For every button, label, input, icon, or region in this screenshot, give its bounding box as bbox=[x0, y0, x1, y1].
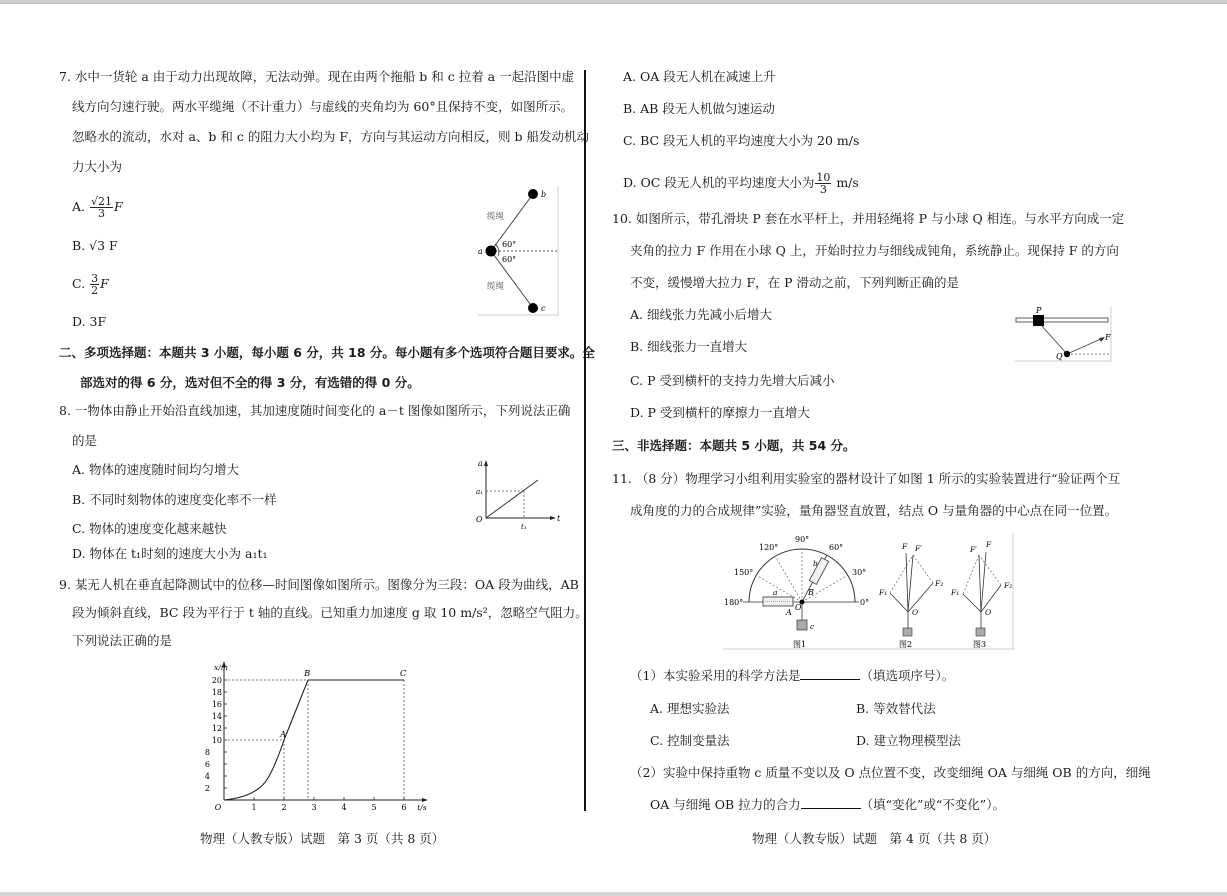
q9-option-c: C. BC 段无人机的平均速度大小为 20 m/s bbox=[623, 133, 860, 148]
q10-line-1: 10. 如图所示，带孔滑块 P 套在水平杆上，并用轻绳将 P 与小球 Q 相连。与水平方向成一定 bbox=[612, 211, 1125, 226]
svg-text:2: 2 bbox=[281, 803, 287, 812]
svg-text:a: a bbox=[478, 247, 483, 256]
q8-line-2: 的是 bbox=[72, 433, 98, 448]
svg-text:a: a bbox=[773, 588, 778, 597]
q10-option-b: B. 细线张力一直增大 bbox=[630, 339, 748, 354]
svg-text:A: A bbox=[786, 608, 792, 617]
q7-boats-figure bbox=[478, 186, 558, 316]
answer-blank-2[interactable] bbox=[801, 797, 861, 809]
svg-text:F: F bbox=[1105, 333, 1111, 342]
svg-text:O: O bbox=[214, 803, 222, 812]
svg-text:90°: 90° bbox=[795, 535, 810, 544]
q9-option-d: D. OC 段无人机的平均速度大小为 $\frac{10}{3}$ m/s bbox=[623, 171, 859, 196]
q8-option-b: B. 不同时刻物体的速度变化率不一样 bbox=[72, 492, 277, 507]
left-page-footer: 物理（人教专版）试题 第 3 页（共 8 页） bbox=[200, 831, 445, 846]
figure-3-vectors bbox=[950, 540, 1012, 649]
q9-line-1: 9. 某无人机在垂直起降测试中的位移—时间图像如图所示。图像分为三段：OA 段为曲线，AB bbox=[59, 577, 579, 592]
q10-slider-figure bbox=[1015, 307, 1113, 362]
q10-line-2: 夹角的拉力 F 作用在小球 Q 上，开始时拉力与细线成钝角，系统静止。现保持 F 的方向 bbox=[630, 243, 1119, 258]
svg-text:O: O bbox=[912, 608, 919, 617]
svg-text:14: 14 bbox=[211, 712, 222, 721]
svg-text:Q: Q bbox=[1056, 352, 1063, 361]
answer-blank-1[interactable] bbox=[800, 668, 860, 680]
q11-line-1: 11. （8 分）物理学习小组利用实验室的器材设计了如图 1 所示的实验装置进行“验证两个互 bbox=[612, 471, 1121, 486]
svg-text:5: 5 bbox=[371, 803, 377, 812]
figure-1-protractor bbox=[724, 535, 869, 649]
q7-option-a: A. $\frac{√21}{3}$ F bbox=[72, 195, 123, 220]
q8-at-graph bbox=[476, 458, 560, 530]
svg-text:t/s: t/s bbox=[417, 803, 427, 812]
q7-line-4: 力大小为 bbox=[72, 159, 123, 174]
q11-line-2: 成角度的力的合成规律”实验，量角器竖直放置，结点 O 与量角器的中心点在同一位置。 bbox=[630, 503, 1118, 518]
svg-text:18: 18 bbox=[211, 688, 222, 697]
svg-text:4: 4 bbox=[204, 772, 210, 781]
svg-text:b: b bbox=[813, 559, 818, 568]
svg-text:b: b bbox=[541, 190, 547, 199]
svg-text:F′: F′ bbox=[970, 545, 977, 554]
q11-figures bbox=[723, 533, 1015, 651]
svg-text:c: c bbox=[541, 304, 546, 313]
page-divider bbox=[584, 70, 586, 811]
svg-text:12: 12 bbox=[211, 724, 222, 733]
q8-option-a: A. 物体的速度随时间均匀增大 bbox=[72, 462, 239, 477]
right-page-footer: 物理（人教专版）试题 第 4 页（共 8 页） bbox=[752, 831, 997, 846]
svg-text:图1: 图1 bbox=[793, 640, 807, 649]
q9-option-b: B. AB 段无人机做匀速运动 bbox=[623, 101, 775, 116]
svg-text:O: O bbox=[476, 515, 483, 524]
viewer-top-edge bbox=[0, 0, 1227, 4]
svg-text:F₁: F₁ bbox=[879, 588, 888, 597]
q11-sub1: （1）本实验采用的科学方法是 （填选项序号）。 bbox=[630, 668, 955, 683]
svg-text:6: 6 bbox=[204, 760, 210, 769]
svg-text:3: 3 bbox=[311, 803, 317, 812]
q7-option-d: D. 3F bbox=[72, 314, 107, 329]
chart-line bbox=[224, 680, 404, 800]
q7-line-3: 忽略水的流动，水对 a、b 和 c 的阻力大小均为 F，方向与其运动方向相反，则 b 船发动机动 bbox=[72, 129, 589, 144]
svg-text:x/m: x/m bbox=[214, 663, 228, 672]
q10-option-d: D. P 受到横杆的摩擦力一直增大 bbox=[630, 405, 810, 420]
q11-sub2-line-2: OA 与细绳 OB 拉力的合力 （填“变化”或“不变化”）。 bbox=[650, 797, 1005, 812]
q10-option-c: C. P 受到横杆的支持力先增大后减小 bbox=[630, 373, 835, 388]
q9-option-a: A. OA 段无人机在减速上升 bbox=[623, 69, 776, 84]
svg-text:F₂: F₂ bbox=[935, 579, 944, 588]
svg-text:F₁: F₁ bbox=[951, 588, 960, 597]
svg-text:B: B bbox=[304, 669, 311, 679]
svg-text:4: 4 bbox=[341, 803, 347, 812]
svg-text:O: O bbox=[985, 608, 992, 617]
svg-text:120°: 120° bbox=[759, 543, 779, 552]
svg-text:O: O bbox=[795, 603, 802, 612]
fraction: $\frac{10}{3}$ bbox=[816, 171, 831, 196]
svg-text:C: C bbox=[400, 669, 407, 679]
q7-line-2: 线方向匀速行驶。两水平缆绳（不计重力）与虚线的夹角均为 60°且保持不变，如图所示。 bbox=[72, 99, 574, 114]
q8-line-1: 8. 一物体由静止开始沿直线加速，其加速度随时间变化的 a－t 图像如图所示，下列说法正确 bbox=[59, 403, 571, 418]
q10-option-a: A. 细线张力先减小后增大 bbox=[630, 307, 772, 322]
svg-text:P: P bbox=[1036, 306, 1042, 315]
viewer-bottom-edge bbox=[0, 892, 1227, 896]
svg-text:16: 16 bbox=[211, 700, 222, 709]
section-3-heading: 三、非选择题：本题共 5 小题，共 54 分。 bbox=[612, 438, 856, 453]
q11-sub2-line-1: （2）实验中保持重物 c 质量不变以及 O 点位置不变，改变细绳 OA 与细绳 OB 的方向，细绳 bbox=[630, 765, 1151, 780]
svg-text:10: 10 bbox=[211, 736, 222, 745]
svg-text:6: 6 bbox=[401, 803, 407, 812]
svg-text:60°: 60° bbox=[502, 240, 517, 249]
section-2-heading-cont: 部选对的得 6 分，选对但不全的得 3 分，有选错的得 0 分。 bbox=[80, 375, 420, 390]
q9-xt-chart bbox=[200, 660, 430, 815]
q8-option-d: D. 物体在 t₁时刻的速度大小为 a₁t₁ bbox=[72, 546, 268, 561]
svg-text:30°: 30° bbox=[852, 568, 867, 577]
q7-line-1: 7. 水中一货轮 a 由于动力出现故障，无法动弹。现在由两个拖船 b 和 c 拉着 a 一起沿图中虚 bbox=[59, 69, 575, 84]
svg-text:图2: 图2 bbox=[899, 640, 913, 649]
x-ticks bbox=[215, 803, 427, 812]
q11-sub1-option-b: B. 等效替代法 bbox=[856, 701, 936, 716]
svg-text:缆绳: 缆绳 bbox=[487, 282, 505, 292]
svg-text:t₁: t₁ bbox=[521, 523, 527, 531]
svg-text:0°: 0° bbox=[860, 598, 870, 607]
q9-line-3: 下列说法正确的是 bbox=[72, 633, 173, 648]
q11-sub1-option-a: A. 理想实验法 bbox=[650, 701, 730, 716]
svg-text:F: F bbox=[902, 542, 908, 551]
q8-option-c: C. 物体的速度变化越来越快 bbox=[72, 521, 227, 536]
svg-text:F: F bbox=[986, 540, 992, 549]
figure-2-vectors bbox=[878, 542, 943, 649]
svg-text:150°: 150° bbox=[734, 568, 754, 577]
svg-text:8: 8 bbox=[204, 748, 210, 757]
svg-text:B: B bbox=[808, 588, 814, 597]
svg-text:F′: F′ bbox=[915, 544, 922, 553]
q11-sub1-option-d: D. 建立物理模型法 bbox=[856, 733, 962, 748]
svg-text:a₁: a₁ bbox=[476, 488, 483, 496]
fraction: $\frac{3}{2}$ bbox=[91, 272, 99, 297]
svg-text:c: c bbox=[810, 622, 815, 631]
fraction: $\frac{√21}{3}$ bbox=[91, 195, 113, 220]
svg-text:A: A bbox=[280, 730, 287, 740]
chart-axes bbox=[222, 661, 428, 802]
svg-text:60°: 60° bbox=[829, 543, 844, 552]
svg-text:F₂: F₂ bbox=[1004, 581, 1013, 590]
svg-text:20: 20 bbox=[211, 676, 222, 685]
svg-text:t: t bbox=[557, 514, 561, 523]
q11-sub1-option-c: C. 控制变量法 bbox=[650, 733, 730, 748]
svg-text:缆绳: 缆绳 bbox=[487, 212, 505, 222]
q9-line-2: 段为倾斜直线，BC 段为平行于 t 轴的直线。已知重力加速度 g 取 10 m/s²，忽略空气阻力。 bbox=[72, 605, 588, 620]
svg-text:180°: 180° bbox=[724, 598, 744, 607]
section-2-heading: 二、多项选择题：本题共 3 小题，每小题 6 分，共 18 分。每小题有多个选项符合题目要求。全 bbox=[59, 345, 595, 360]
q7-option-c: C. $\frac{3}{2}$ F bbox=[72, 272, 109, 297]
q10-line-3: 不变，缓慢增大拉力 F，在 P 滑动之前，下列判断正确的是 bbox=[630, 275, 960, 290]
svg-text:2: 2 bbox=[204, 784, 210, 793]
svg-text:a: a bbox=[478, 459, 483, 468]
svg-text:图3: 图3 bbox=[973, 640, 987, 649]
svg-text:60°: 60° bbox=[502, 255, 517, 264]
svg-text:1: 1 bbox=[251, 803, 257, 812]
q7-option-b: B. √3 F bbox=[72, 238, 118, 253]
